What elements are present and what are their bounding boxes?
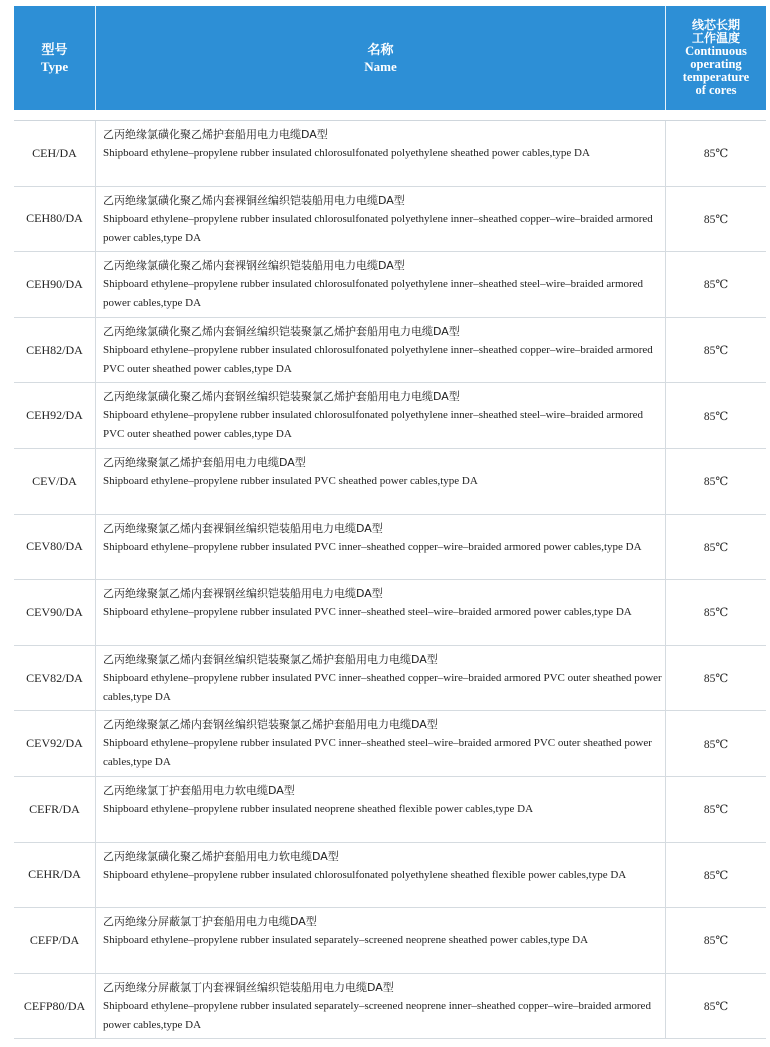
row-name-en: Shipboard ethylene–propylene rubber insulated separately–screened neoprene inner–sheathed copper–wire–braided armored power cables,type DA (103, 999, 651, 1031)
row-temperature: 85℃ (703, 541, 729, 554)
row-name-en: Shipboard ethylene–propylene rubber insulated chlorosulfonated polyethylene inner–sheathed copper–wire–braided armored power cables,type DA (103, 212, 653, 244)
header-temp-en-3: temperature (682, 70, 750, 84)
row-name-zh: 乙丙绝缘聚氯乙烯护套船用电力电缆DA型 (103, 455, 306, 469)
table-row (14, 908, 766, 974)
header-name-column (96, 6, 666, 110)
row-name-zh: 乙丙绝缘聚氯乙烯内套铜丝编织铠装聚氯乙烯护套船用电力电缆DA型 (103, 652, 438, 666)
row-description (96, 318, 666, 383)
table-row (14, 974, 766, 1040)
row-temperature: 85℃ (703, 607, 729, 620)
row-name-en: Shipboard ethylene–propylene rubber insulated chlorosulfonated polyethylene inner–sheathed copper–wire–braided armored PVC outer sheathed power cables,type DA (103, 343, 653, 375)
row-description (96, 515, 666, 580)
row-name-en: Shipboard ethylene–propylene rubber insulated separately–screened neoprene sheathed power cables,type DA (103, 934, 589, 947)
row-name-zh: 乙丙绝缘氯磺化聚乙烯内套钢丝编织铠装聚氯乙烯护套船用电力电缆DA型 (103, 390, 460, 404)
row-temperature: 85℃ (703, 673, 729, 686)
header-temp-en-2: operating (690, 57, 742, 71)
row-type: CEH80/DA (14, 187, 96, 252)
row-temperature: 85℃ (703, 279, 729, 292)
row-name-en: Shipboard ethylene–propylene rubber insulated neoprene sheathed flexible power cables,type DA (103, 802, 534, 815)
header-name-en: Name (364, 58, 397, 74)
table-row (14, 843, 766, 909)
row-temperature: 85℃ (703, 476, 729, 489)
table-row (14, 121, 766, 187)
row-description (96, 711, 666, 776)
header-temp-en-1: Continuous (685, 44, 747, 58)
table-header (14, 6, 766, 110)
table-body (14, 120, 766, 1039)
table-row (14, 383, 766, 449)
row-description (96, 187, 666, 252)
row-name-en: Shipboard ethylene–propylene rubber insulated PVC sheathed power cables,type DA (103, 474, 478, 487)
row-description (96, 908, 666, 973)
row-temperature: 85℃ (703, 148, 729, 161)
header-temp-zh-1: 线芯长期 (691, 18, 740, 32)
row-temperature: 85℃ (703, 869, 729, 882)
row-type: CEFP/DA (14, 908, 96, 973)
row-name-en: Shipboard ethylene–propylene rubber insulated chlorosulfonated polyethylene sheathed power cables,type DA (103, 147, 590, 159)
row-description (96, 843, 666, 908)
table-row (14, 711, 766, 777)
row-name-en: Shipboard ethylene–propylene rubber insulated PVC inner–sheathed copper–wire–braided armored power cables,type DA (103, 540, 642, 553)
header-type-column (14, 6, 96, 110)
table-row (14, 515, 766, 581)
row-description (96, 449, 666, 514)
row-name-zh: 乙丙绝缘氯磺化聚乙烯护套船用电力软电缆DA型 (103, 849, 339, 863)
row-type: CEV90/DA (14, 580, 96, 645)
table-row (14, 318, 766, 384)
row-type: CEH82/DA (14, 318, 96, 383)
row-name-zh: 乙丙绝缘分屏蔽氯丁护套船用电力电缆DA型 (103, 915, 317, 929)
row-name-zh: 乙丙绝缘氯磺化聚乙烯内套裸铜丝编织铠装船用电力电缆DA型 (103, 193, 405, 207)
row-type: CEH92/DA (14, 383, 96, 448)
row-temperature: 85℃ (703, 345, 729, 358)
row-type: CEV92/DA (14, 711, 96, 776)
header-temp-column (666, 6, 766, 110)
row-name-zh: 乙丙绝缘氯磺化聚乙烯内套铜丝编织铠装聚氯乙烯护套船用电力电缆DA型 (103, 324, 460, 338)
row-name-en: Shipboard ethylene–propylene rubber insulated chlorosulfonated polyethylene inner–sheathed steel–wire–braided armored PVC outer sheathed power cables,type DA (103, 409, 644, 441)
row-type: CEFP80/DA (14, 974, 96, 1039)
row-temperature: 85℃ (703, 738, 729, 751)
table-row (14, 252, 766, 318)
row-name-zh: 乙丙绝缘氯磺化聚乙烯护套船用电力电缆DA型 (103, 128, 328, 141)
row-description (96, 383, 666, 448)
row-type: CEFR/DA (14, 777, 96, 842)
row-name-en: Shipboard ethylene–propylene rubber insulated PVC inner–sheathed copper–wire–braided armored PVC outer sheathed power cables,type DA (103, 671, 662, 703)
table-row (14, 580, 766, 646)
table-row (14, 646, 766, 712)
header-temp-en-4: of cores (695, 83, 737, 97)
row-name-zh: 乙丙绝缘氯丁护套船用电力软电缆DA型 (103, 783, 295, 797)
row-type: CEH90/DA (14, 252, 96, 317)
row-temperature: 85℃ (703, 804, 729, 817)
row-temperature: 85℃ (703, 1001, 729, 1014)
row-temperature: 85℃ (703, 213, 729, 226)
row-name-en: Shipboard ethylene–propylene rubber insulated PVC inner–sheathed steel–wire–braided armored power cables,type DA (103, 606, 632, 619)
row-name-zh: 乙丙绝缘聚氯乙烯内套裸铜丝编织铠装船用电力电缆DA型 (103, 521, 383, 535)
row-name-en: Shipboard ethylene–propylene rubber insulated PVC inner–sheathed steel–wire–braided armored PVC outer sheathed power cables,type DA (103, 737, 652, 769)
table-row (14, 187, 766, 253)
row-temperature: 85℃ (703, 935, 729, 948)
header-type-en: Type (40, 58, 69, 74)
row-description (96, 777, 666, 842)
header-temp-zh-2: 工作温度 (691, 31, 740, 45)
header-type-zh: 型号 (41, 42, 68, 58)
row-name-zh: 乙丙绝缘分屏蔽氯丁内套裸铜丝编织铠装船用电力电缆DA型 (103, 980, 394, 994)
row-type: CEV/DA (14, 449, 96, 514)
row-description (96, 252, 666, 317)
table-row (14, 777, 766, 843)
row-name-zh: 乙丙绝缘氯磺化聚乙烯内套裸钢丝编织铠装船用电力电缆DA型 (103, 259, 405, 273)
row-name-en: Shipboard ethylene–propylene rubber insulated chlorosulfonated polyethylene inner–sheathed steel–wire–braided armored power cables,type DA (103, 278, 644, 310)
row-type: CEV82/DA (14, 646, 96, 711)
row-name-zh: 乙丙绝缘聚氯乙烯内套裸钢丝编织铠装船用电力电缆DA型 (103, 587, 383, 601)
row-type: CEH/DA (14, 121, 96, 186)
table-row (14, 449, 766, 515)
cable-spec-table (14, 6, 766, 1039)
row-name-zh: 乙丙绝缘聚氯乙烯内套钢丝编织铠装聚氯乙烯护套船用电力电缆DA型 (103, 718, 438, 732)
row-type: CEHR/DA (14, 843, 96, 908)
row-name-en: Shipboard ethylene–propylene rubber insulated chlorosulfonated polyethylene sheathed flexible power cables,type DA (103, 868, 627, 881)
row-description (96, 646, 666, 711)
row-type: CEV80/DA (14, 515, 96, 580)
row-description (96, 974, 666, 1039)
row-description (96, 121, 666, 186)
header-name-zh: 名称 (367, 42, 394, 58)
row-description (96, 580, 666, 645)
row-temperature: 85℃ (703, 410, 729, 423)
